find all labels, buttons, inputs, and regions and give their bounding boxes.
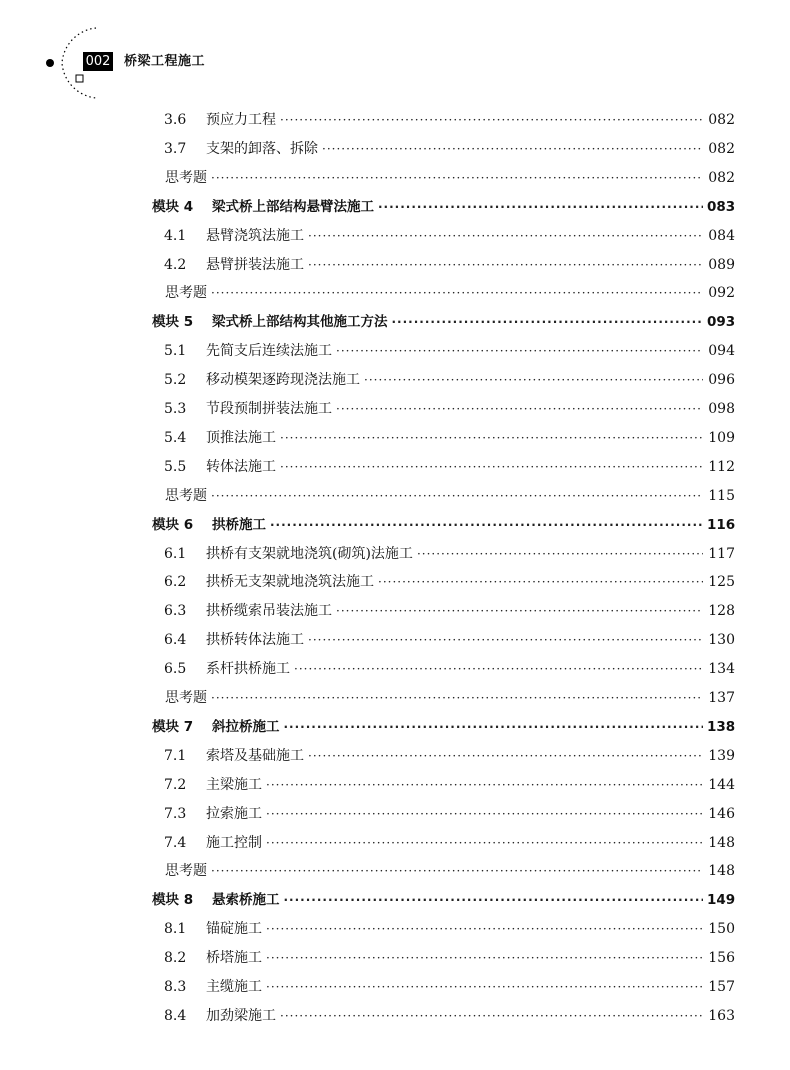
toc-module-entry[interactable] xyxy=(152,713,735,742)
toc-entry-title: 施工控制 xyxy=(206,834,262,851)
toc-entry-title: 转体法施工 xyxy=(206,458,276,475)
toc-entry-number: 模块 8 xyxy=(152,892,194,909)
toc-review-entry[interactable] xyxy=(165,857,735,886)
toc-entry-title: 主梁施工 xyxy=(206,776,262,793)
toc-entry-number: 模块 4 xyxy=(152,198,194,215)
toc-entry-title: 思考题 xyxy=(165,285,207,302)
toc-entry-page: 134 xyxy=(708,661,735,678)
dot-leader xyxy=(266,915,703,944)
dot-leader xyxy=(270,511,703,540)
toc-entry-number: 5.4 xyxy=(164,429,187,446)
dot-leader xyxy=(211,279,703,308)
toc-entry-page: 093 xyxy=(707,314,736,331)
toc-entry-page: 128 xyxy=(708,603,735,620)
toc-entry-number: 4.2 xyxy=(164,256,187,273)
toc-entry-page: 094 xyxy=(708,343,735,360)
dot-leader xyxy=(280,424,703,453)
toc-section-entry[interactable] xyxy=(164,568,735,597)
toc-entry-page: 082 xyxy=(708,140,735,157)
toc-entry-title: 主缆施工 xyxy=(206,979,262,995)
toc-entry-page: 149 xyxy=(707,892,736,909)
toc-entry-number: 5.1 xyxy=(164,343,187,360)
dot-leader xyxy=(280,1002,703,1031)
toc-entry-title: 系杆拱桥施工 xyxy=(206,661,290,678)
toc-review-entry[interactable] xyxy=(165,482,735,511)
toc-review-entry[interactable] xyxy=(165,164,735,193)
toc-module-entry[interactable] xyxy=(152,193,735,222)
toc-section-entry[interactable] xyxy=(164,915,735,944)
dot-leader xyxy=(308,742,703,771)
toc-entry-number: 6.5 xyxy=(164,661,187,678)
toc-section-entry[interactable] xyxy=(164,973,735,1002)
toc-module-entry[interactable] xyxy=(152,886,735,915)
toc-entry-page: 150 xyxy=(708,921,735,938)
toc-section-entry[interactable] xyxy=(164,626,735,655)
toc-entry-number: 8.2 xyxy=(164,950,187,967)
toc-entry-title: 悬索桥施工 xyxy=(212,892,280,909)
toc-section-entry[interactable] xyxy=(164,106,735,135)
toc-entry-title: 移动模架逐跨现浇法施工 xyxy=(206,372,360,389)
toc-entry-page: 148 xyxy=(708,834,735,851)
toc-entry-number: 5.2 xyxy=(164,372,187,389)
toc-entry-number: 8.3 xyxy=(164,979,187,995)
dot-leader xyxy=(336,395,703,424)
toc-entry-number: 6.4 xyxy=(164,632,187,649)
toc-entry-title: 思考题 xyxy=(165,169,207,186)
toc-entry-number: 4.1 xyxy=(164,227,187,244)
toc-entry-page: 139 xyxy=(708,747,735,764)
dot-leader xyxy=(364,366,703,395)
toc-section-entry[interactable] xyxy=(164,251,735,280)
dot-leader xyxy=(266,771,703,800)
toc-section-entry[interactable] xyxy=(164,135,735,164)
toc-section-entry[interactable] xyxy=(164,366,735,395)
toc-entry-page: 146 xyxy=(708,805,735,822)
dot-leader xyxy=(280,106,703,135)
page-number: 002 xyxy=(83,52,113,71)
header-ornament xyxy=(0,0,140,110)
toc-entry-number: 模块 5 xyxy=(152,314,194,331)
dot-leader xyxy=(378,193,703,222)
dot-leader xyxy=(211,684,703,713)
running-title: 桥梁工程施工 xyxy=(124,54,206,69)
toc-entry-page: 125 xyxy=(708,574,735,591)
toc-entry-title: 顶推法施工 xyxy=(206,429,276,446)
toc-module-entry[interactable] xyxy=(152,308,735,337)
toc-entry-title: 加劲梁施工 xyxy=(206,1007,276,1024)
toc-entry-title: 桥塔施工 xyxy=(206,950,262,967)
dot-leader xyxy=(417,540,703,569)
toc-entry-title: 锚碇施工 xyxy=(206,921,262,938)
toc-entry-number: 7.2 xyxy=(164,776,187,793)
toc-section-entry[interactable] xyxy=(164,829,735,858)
toc-entry-title: 思考题 xyxy=(165,863,207,880)
toc-section-entry[interactable] xyxy=(164,222,735,251)
dot-leader xyxy=(280,453,703,482)
dot-leader xyxy=(336,597,703,626)
toc-entry-title: 预应力工程 xyxy=(206,112,276,128)
dot-leader xyxy=(392,308,704,337)
toc-entry-page: 089 xyxy=(708,256,735,273)
toc-entry-page: 148 xyxy=(708,863,735,880)
dot-leader xyxy=(266,829,703,858)
toc-entry-number: 3.6 xyxy=(164,112,187,128)
dot-leader xyxy=(211,482,703,511)
toc-entry-number: 3.7 xyxy=(164,140,187,157)
toc-entry-number: 6.3 xyxy=(164,603,187,620)
dot-leader xyxy=(211,164,703,193)
toc-entry-title: 思考题 xyxy=(165,487,207,504)
toc-entry-page: 109 xyxy=(708,429,735,446)
dot-leader xyxy=(211,857,703,886)
toc-entry-title: 拱桥施工 xyxy=(212,516,266,533)
toc-entry-number: 6.1 xyxy=(164,545,187,562)
toc-entry-page: 092 xyxy=(708,285,735,302)
toc-entry-title: 悬臂拼装法施工 xyxy=(206,256,304,273)
toc-entry-title: 拱桥缆索吊装法施工 xyxy=(206,603,332,620)
toc-section-entry[interactable] xyxy=(164,337,735,366)
toc-entry-number: 8.4 xyxy=(164,1007,187,1024)
toc-entry-title: 悬臂浇筑法施工 xyxy=(206,227,304,244)
toc-section-entry[interactable] xyxy=(164,540,735,569)
toc-section-entry[interactable] xyxy=(164,800,735,829)
toc-section-entry[interactable] xyxy=(164,944,735,973)
toc-entry-number: 7.3 xyxy=(164,805,187,822)
dot-leader xyxy=(294,655,703,684)
toc-entry-title: 先简支后连续法施工 xyxy=(206,343,332,360)
toc-entry-number: 7.4 xyxy=(164,834,187,851)
toc-entry-page: 117 xyxy=(708,545,735,562)
toc-entry-number: 5.5 xyxy=(164,458,187,475)
toc-entry-page: 083 xyxy=(707,198,736,215)
toc-entry-title: 节段预制拼装法施工 xyxy=(206,401,332,417)
toc-entry-page: 144 xyxy=(708,776,735,793)
dot-leader xyxy=(308,222,703,251)
dot-leader xyxy=(284,713,704,742)
toc-entry-title: 斜拉桥施工 xyxy=(212,718,280,735)
toc-entry-page: 137 xyxy=(708,690,735,706)
dot-leader xyxy=(266,944,703,973)
toc-entry-number: 模块 7 xyxy=(152,718,194,735)
toc-entry-page: 157 xyxy=(708,979,735,995)
dot-leader xyxy=(284,886,704,915)
toc-entry-number: 8.1 xyxy=(164,921,187,938)
toc-entry-page: 112 xyxy=(708,458,735,475)
toc-entry-page: 084 xyxy=(708,227,735,244)
toc-entry-page: 098 xyxy=(708,401,735,417)
dot-leader xyxy=(266,800,703,829)
toc-section-entry[interactable] xyxy=(164,655,735,684)
toc-section-entry[interactable] xyxy=(164,1002,735,1031)
dot-leader xyxy=(322,135,703,164)
toc-entry-title: 索塔及基础施工 xyxy=(206,747,304,764)
small-square xyxy=(76,75,83,82)
toc-entry-title: 梁式桥上部结构其他施工方法 xyxy=(212,314,388,331)
toc-section-entry[interactable] xyxy=(164,771,735,800)
toc-entry-page: 082 xyxy=(708,112,735,128)
toc-section-entry[interactable] xyxy=(164,424,735,453)
toc-entry-page: 163 xyxy=(708,1007,735,1024)
toc-entry-page: 082 xyxy=(708,169,735,186)
toc-entry-title: 支架的卸落、拆除 xyxy=(206,140,318,157)
dot-leader xyxy=(308,626,703,655)
toc-module-entry[interactable] xyxy=(152,511,735,540)
toc-entry-number: 7.1 xyxy=(164,747,187,764)
toc-entry-number: 6.2 xyxy=(164,574,187,591)
toc-section-entry[interactable] xyxy=(164,395,735,424)
toc-entry-page: 115 xyxy=(708,487,735,504)
toc-section-entry[interactable] xyxy=(164,742,735,771)
toc-entry-number: 5.3 xyxy=(164,401,187,417)
toc-section-entry[interactable] xyxy=(164,453,735,482)
toc-entry-title: 梁式桥上部结构悬臂法施工 xyxy=(212,198,374,215)
toc-entry-title: 拱桥有支架就地浇筑(砌筑)法施工 xyxy=(206,545,413,562)
toc-review-entry[interactable] xyxy=(165,684,735,713)
toc-entry-page: 130 xyxy=(708,632,735,649)
toc-entry-title: 思考题 xyxy=(165,690,207,706)
toc-review-entry[interactable] xyxy=(165,279,735,308)
toc-entry-title: 拱桥无支架就地浇筑法施工 xyxy=(206,574,374,591)
toc-entry-page: 138 xyxy=(707,718,736,735)
dot-leader xyxy=(378,568,703,597)
toc-entry-page: 156 xyxy=(708,950,735,967)
dot-leader xyxy=(266,973,703,1002)
dot-leader xyxy=(308,251,703,280)
toc-entry-page: 096 xyxy=(708,372,735,389)
toc-entry-number: 模块 6 xyxy=(152,516,194,533)
toc-entry-title: 拱桥转体法施工 xyxy=(206,632,304,649)
dot-leader xyxy=(336,337,703,366)
toc-entry-title: 拉索施工 xyxy=(206,805,262,822)
toc-section-entry[interactable] xyxy=(164,597,735,626)
toc-entry-page: 116 xyxy=(707,516,736,533)
bullet-dot xyxy=(46,59,54,67)
page-header xyxy=(0,0,790,110)
